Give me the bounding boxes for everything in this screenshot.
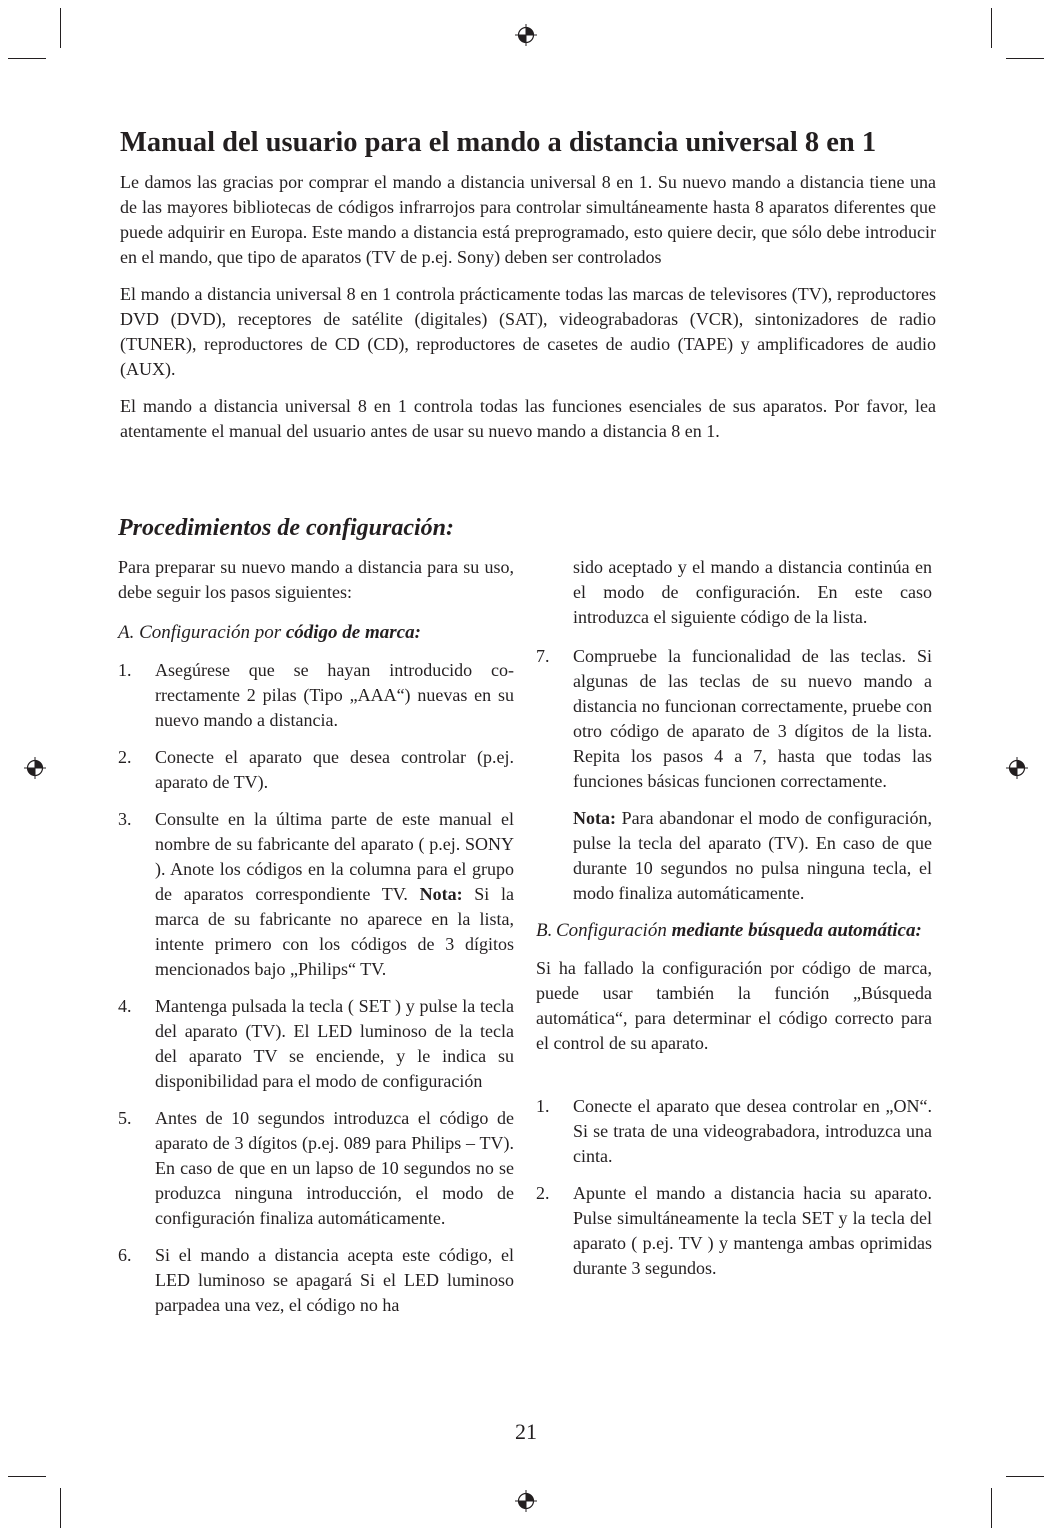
- step-text: Apunte el mando a distancia hacia su aparato. Pulse simultáneamente la tecla SET y la tecla del aparato ( p.ej. TV ) y mantenga ambas oprimidas durante 3 segundos.: [573, 1183, 932, 1278]
- step-number: 1.: [536, 1096, 550, 1116]
- intro-paragraph: Le damos las gracias por comprar el mando a distancia universal 8 en 1. Su nuevo mando a distancia tiene una de las mayores bibliotecas de códigos infrarrojos para controlar simultáneamente hasta 8 aparatos diferentes que puede adquirir en Europa. Este mando a distancia está preprogramado, esto quiere decir, que sólo debe introducir en el mando, que tipo de aparatos (TV de p.ej. Sony) deben ser controlados: [120, 172, 936, 267]
- intro-paragraph: El mando a distancia universal 8 en 1 controla prácticamente todas las marcas de televisores (TV), reproductores DVD (DVD), receptores de satélite (digitales) (SAT), videograbadoras (VCR), sintonizadores de radio (TUNER), reproductores de CD (CD), reproductores de casetes de audio (TAPE) y amplificadores de audio (AUX).: [120, 284, 936, 379]
- step-text: Antes de 10 segundos introduzca el código de aparato de 3 dígitos (p.ej. 089 para Philips – TV). En caso de que en un lapso de 10 segundos no se produzca ninguna introducción, el modo de configuración finaliza automáticamente.: [155, 1108, 514, 1228]
- step-text: Asegúrese que se hayan introducido correctamente 2 pilas (Tipo „AAA“) nuevas en su nuevo mando a distancia.: [155, 660, 514, 730]
- step-text: Conecte el aparato que desea controlar en „ON“. Si se trata de una videograbadora, introduzca una cinta.: [573, 1096, 932, 1166]
- list-item: [118, 994, 514, 1094]
- crop-mark: [991, 1488, 992, 1528]
- step-6-continuation: sido aceptado y el mando a distancia continúa en el modo de configuración. En este caso introduzca el siguiente código de la lista.: [573, 557, 932, 627]
- list-item: [536, 1094, 932, 1169]
- list-item: [536, 1181, 932, 1281]
- subsection-b-lead: B.: [536, 920, 553, 941]
- step-text: Si la marca de su fabricante no aparece en la lista, intente primero con los códigos de 3 dígitos mencionados bajo „Philips“ TV.: [155, 884, 514, 979]
- page-number: 21: [515, 1419, 537, 1444]
- step-number: 5.: [118, 1108, 132, 1128]
- subsection-a-bold: código de marca:: [285, 622, 421, 643]
- step-number: 3.: [118, 809, 132, 829]
- subsection-a-heading: [118, 619, 514, 646]
- page-title: Manual del usuario para el mando a distancia universal 8 en 1: [120, 127, 877, 158]
- subsection-a-prefix: A. Configuración por: [118, 622, 286, 643]
- crop-mark: [8, 58, 46, 59]
- list-item: [118, 1243, 514, 1318]
- note-label: Nota:: [419, 884, 463, 904]
- note-label: Nota:: [573, 808, 616, 828]
- list-item: [118, 807, 514, 982]
- step-number: 4.: [118, 996, 132, 1016]
- list-item: [536, 644, 932, 794]
- step-text: Mantenga pulsada la tecla ( SET ) y pulse la tecla del aparato (TV). El LED luminoso de la tecla del aparato TV se enciende, y le indica su disponibilidad para el modo de configuración: [155, 996, 514, 1091]
- crop-mark: [1006, 58, 1044, 59]
- subsection-b-heading: [536, 918, 932, 944]
- right-column: [536, 555, 932, 1281]
- procedures-intro: Para preparar su nuevo mando a distancia para su uso, debe seguir los pasos siguientes:: [118, 557, 514, 602]
- list-item: [118, 1106, 514, 1231]
- step-text: Si el mando a distancia acepta este código, el LED luminoso se apagará Si el LED luminoso parpadea una vez, el código no ha: [155, 1245, 514, 1315]
- crop-mark: [60, 1488, 61, 1528]
- step-number: 2.: [536, 1183, 550, 1203]
- list-item: [118, 745, 514, 795]
- step-text: Conecte el aparato que desea controlar (p.ej. aparato de TV).: [155, 747, 514, 792]
- registration-mark-icon: [515, 24, 537, 46]
- step-text: Compruebe la funcionalidad de las teclas. Si algunas de las teclas de su nuevo mando a distancia no funcionan correctamente, pruebe con otro código de aparato de 3 dígitos de la lista. Repita los pasos 4 a 7, hasta que todas las funciones básicas funcionen correctamente.: [573, 646, 932, 791]
- list-item: [118, 658, 514, 733]
- registration-mark-icon: [1006, 757, 1028, 779]
- registration-mark-icon: [24, 757, 46, 779]
- intro-paragraph: El mando a distancia universal 8 en 1 controla todas las funciones esenciales de sus aparatos. Por favor, lea atentamente el manual del usuario antes de usar su nuevo mando a distancia 8 en 1.: [120, 396, 936, 441]
- note-paragraph: [536, 806, 932, 906]
- step-number: 7.: [536, 646, 550, 666]
- step-number: 6.: [118, 1245, 132, 1265]
- left-column: [118, 555, 514, 1318]
- step-number: 1.: [118, 660, 132, 680]
- intro-section: [120, 170, 936, 456]
- steps-b-list: [536, 1094, 932, 1281]
- crop-mark: [8, 1476, 46, 1477]
- registration-mark-icon: [515, 1490, 537, 1512]
- step-number: 2.: [118, 747, 132, 767]
- crop-mark: [991, 8, 992, 48]
- section-title: Procedimientos de configuración:: [118, 515, 454, 541]
- subsection-b-prefix: Configuración: [556, 920, 672, 941]
- crop-mark: [60, 8, 61, 48]
- step-text: Consulte en la última parte de este manual el nombre de su fabricante del aparato ( p.ej. SONY ). Anote los códigos en la columna para el grupo de aparatos correspondiente TV.: [155, 809, 514, 904]
- steps-a-list-continued: [536, 644, 932, 794]
- note-text: Para abandonar el modo de configuración, pulse la tecla del aparato (TV). En caso de que durante 10 segundos no pulsa ninguna tecla, el modo finaliza automáticamente.: [573, 808, 932, 903]
- subsection-b-bold: mediante búsqueda automática:: [671, 920, 922, 941]
- crop-mark: [1006, 1476, 1044, 1477]
- subsection-b-intro: Si ha fallado la configuración por código de marca, puede usar también la función „Búsqueda automática“, para determinar el código correcto para el control de su aparato.: [536, 958, 932, 1053]
- steps-a-list: [118, 658, 514, 1318]
